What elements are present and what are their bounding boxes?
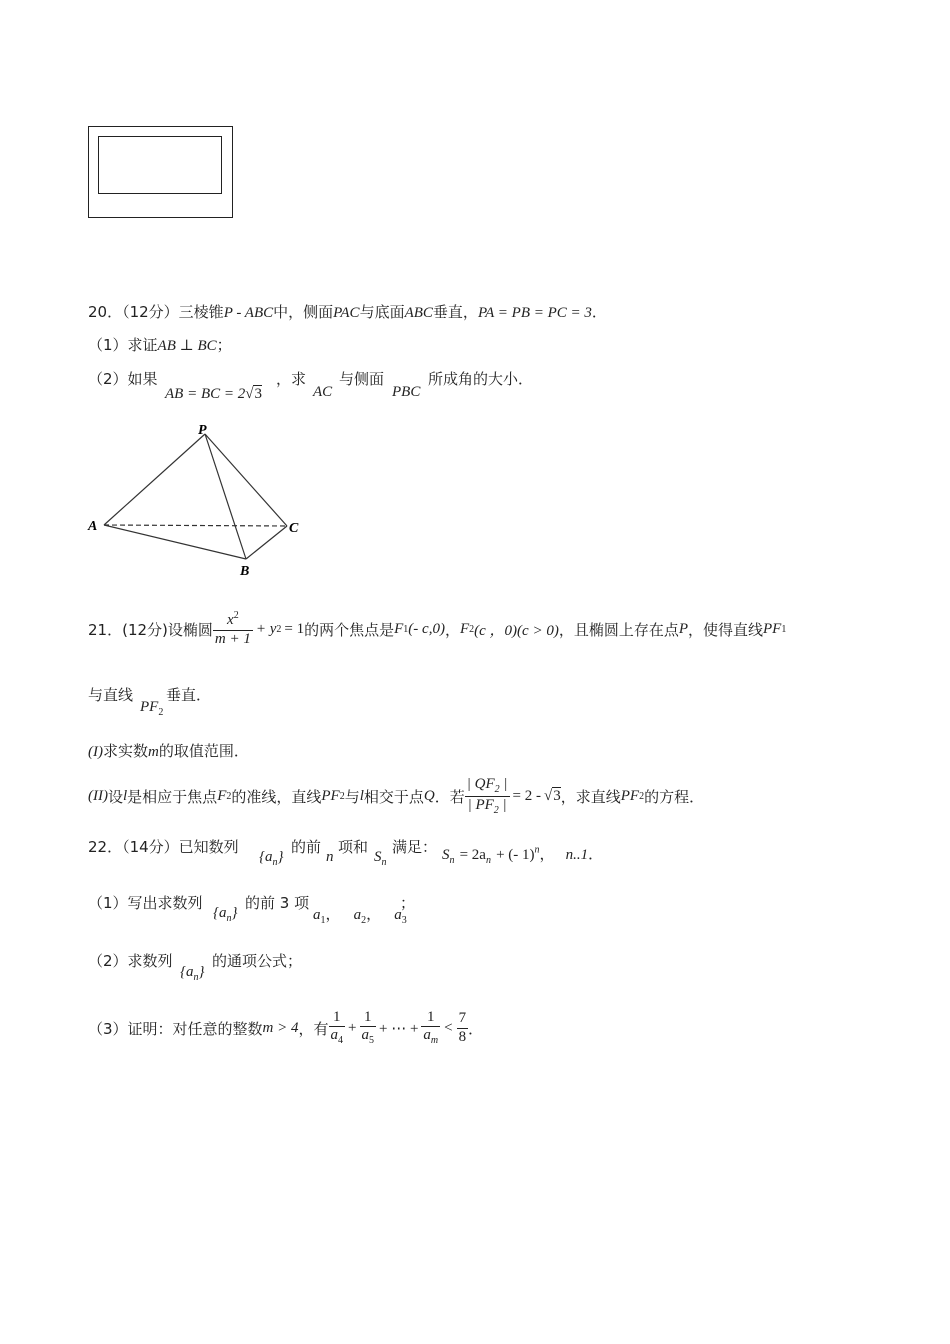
q22-text1: 的前: [291, 838, 322, 856]
q20-statement: 20．（12分）三棱锥P - ABC中，侧面PAC与底面ABC垂直，PA = PB = PC = 3．: [88, 303, 607, 321]
q22-s: $S_n$: [374, 849, 387, 869]
q21-statement: 21．(12分)设椭圆 $\frac{x^2}{m + 1}$ + y 2 = 1 的两个焦点是 F 1 (- c,0) ， F 2 (c ，0)(c > 0) ，且椭圆上存在点 P ，使得直线 PF 1: [88, 610, 787, 647]
vertex-label-b: B: [240, 564, 250, 579]
q21-line2-end: 垂直．: [166, 686, 212, 704]
q22-part2-text: 的通项公式；: [212, 952, 303, 970]
vertex-label-a: A: [88, 519, 98, 534]
vertex-label-c: C: [289, 521, 299, 536]
edge-ac-hidden: [104, 525, 287, 526]
ratio-fraction: $\frac{| QF_2 |}{| PF_2 |}$: [466, 776, 508, 816]
q22-part1-text: 的前 3 项: [245, 894, 310, 912]
q22-part1: （1）写出求数列: [88, 894, 203, 912]
edge-pa: [104, 434, 205, 525]
q21-line2: 与直线: [88, 686, 134, 704]
sum-term-a4: $\frac{1}{a_4}$: [330, 1009, 344, 1047]
edge-ab: [104, 525, 246, 559]
q20-part2-text3: 所成角的大小．: [428, 370, 534, 388]
q22-part2: （2）求数列: [88, 952, 173, 970]
q22-head: 22．（14分）已知数列: [88, 838, 239, 856]
q21-part2: (II) 设 l 是相应于焦点 F 2 的准线，直线 PF 2 与 l 相交于点 Q ．若 $\frac{| QF_2 |}{| PF_2 |}$ = 2 - √ 3 ，求直线 PF 2 的方程．: [88, 776, 705, 816]
q22-part2-an: $\{a_n\}$: [180, 964, 205, 984]
q22-part1-terms: $a_1$， $a_2$， $a_3$: [313, 905, 407, 927]
q22-part1-end: ；: [400, 894, 416, 912]
q20-part2-text2: 与侧面: [339, 370, 385, 388]
q22-n: n: [326, 849, 334, 865]
q22-sn-formula: $S_n = 2a_n$ + (- 1)$^n$， n..1．: [442, 844, 604, 867]
figure-frame-inner: [98, 136, 222, 194]
q22-text2: 项和: [338, 838, 369, 856]
tetrahedron-figure: [80, 418, 320, 583]
q20-part2-pbc: PBC: [392, 384, 421, 400]
q20-part2-expr: AB = BC = 2√3: [165, 386, 262, 402]
q20-part2-ac: AC: [313, 384, 333, 400]
edge-bc: [246, 526, 287, 559]
sum-term-a5: $\frac{1}{a_5}$: [361, 1009, 374, 1047]
edge-pb: [205, 434, 246, 559]
vertex-label-p: P: [198, 423, 207, 438]
q20-part2: （2）如果: [88, 370, 158, 388]
q22-part3: （3）证明：对任意的整数 m > 4 ，有 $\frac{1}{a_4}$ + $\frac{1}{a_5}$ + ⋯ + $\frac{1}{a_m}$ < $\frac{7}{8}$ ．: [88, 1009, 484, 1047]
q22-part1-an: $\{a_n\}$: [213, 905, 238, 925]
q21-line2-pf2: $PF_2$: [140, 699, 164, 719]
ellipse-fraction: $\frac{x^2}{m + 1}$: [214, 610, 251, 647]
bound-fraction: $\frac{7}{8}$: [458, 1010, 467, 1045]
sum-term-am: $\frac{1}{a_m}$: [423, 1009, 439, 1047]
q20-part1: （1）求证AB ⊥ BC；: [88, 336, 232, 354]
q21-part1: (I)求实数m的取值范围．: [88, 742, 249, 760]
q20-part2-text1: ，求: [276, 370, 307, 388]
edge-pc: [205, 434, 287, 526]
q22-text3: 满足：: [392, 838, 438, 856]
q22-an: $\{a_n\}$: [259, 849, 284, 869]
